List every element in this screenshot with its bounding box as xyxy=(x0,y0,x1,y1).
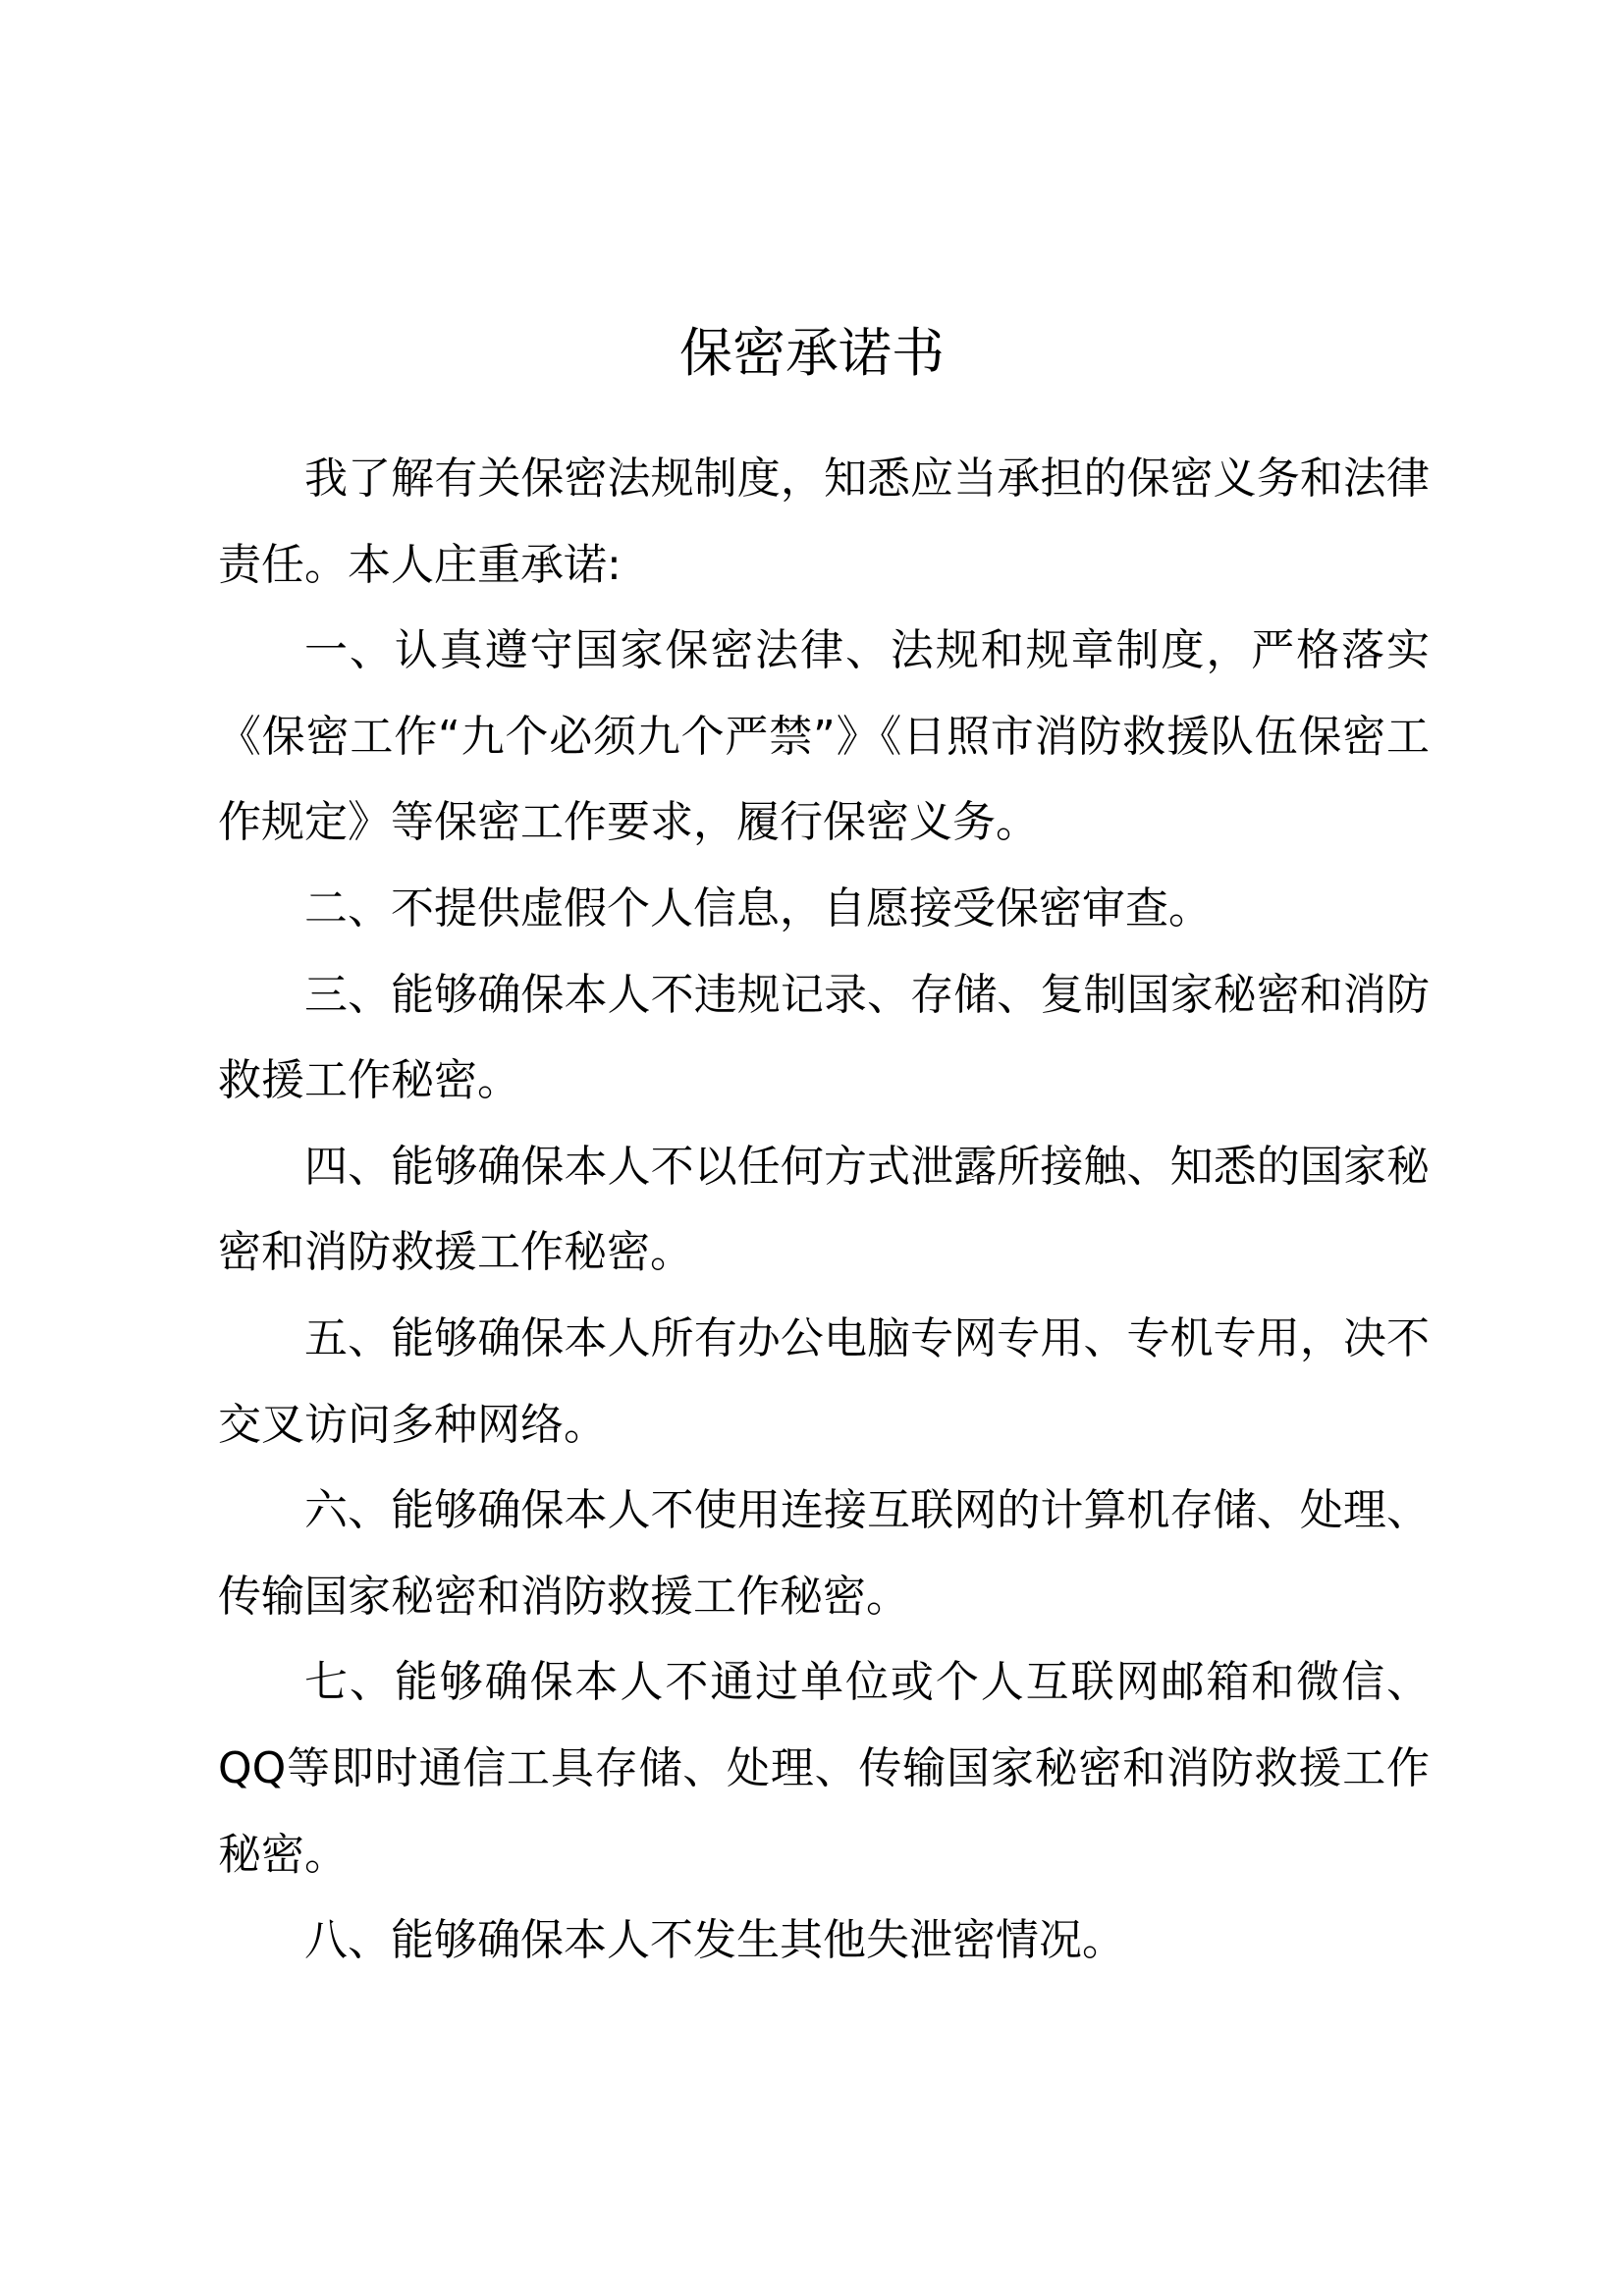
paragraph-item-8: 八、能够确保本人不发生其他失泄密情况。 xyxy=(304,1915,1125,1966)
document-title: 保密承诺书 xyxy=(679,322,945,384)
paragraph-item-3: 三、能够确保本人不违规记录、存储、复制国家秘密和消防救援工作秘密。 xyxy=(218,969,1430,1106)
paragraph-item-7: 七、能够确保本人不通过单位或个人互联网邮箱和微信、QQ等即时通信工具存储、处理、传输国家秘密和消防救援工作秘密。 xyxy=(218,1657,1430,1880)
paragraph-item-5: 五、能够确保本人所有办公电脑专网专用、专机专用，决不交叉访问多种网络。 xyxy=(218,1312,1430,1450)
paragraph-item-6: 六、能够确保本人不使用连接互联网的计算机存储、处理、传输国家秘密和消防救援工作秘密。 xyxy=(218,1485,1430,1622)
document-body xyxy=(218,436,1430,1984)
paragraph-intro: 我了解有关保密法规制度，知悉应当承担的保密义务和法律责任。本人庄重承诺: xyxy=(218,454,1430,590)
paragraph-item-1: 一、认真遵守国家保密法律、法规和规章制度，严格落实《保密工作“九个必须九个严禁”》《日照市消防救援队伍保密工作规定》等保密工作要求，履行保密义务。 xyxy=(218,625,1430,848)
paragraph-item-2: 二、不提供虚假个人信息，自愿接受保密审查。 xyxy=(304,882,1212,934)
paragraph-item-4: 四、能够确保本人不以任何方式泄露所接触、知悉的国家秘密和消防救援工作秘密。 xyxy=(218,1141,1430,1278)
